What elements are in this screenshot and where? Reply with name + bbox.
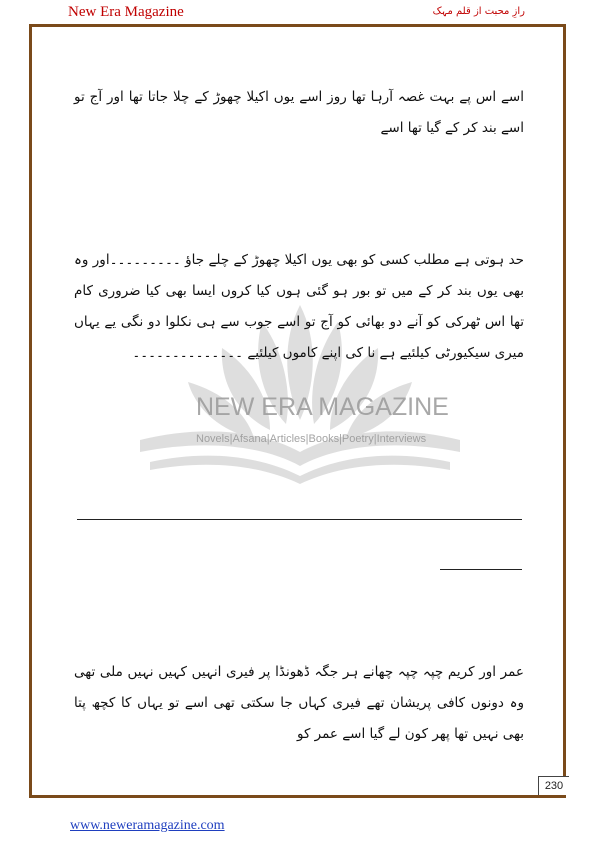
paragraph-2: حد ہوتی ہے مطلب کسی کو بھی یوں اکیلا چھوڑ کے چلے جاؤ ۔۔۔۔۔۔۔۔۔اور وہ بھی یوں بند کر کے میں تو بور ہو گئی ہوں کیا کروں ایسا بھی کیا ضروری کام تھا اس ٹھرکی کو آنے دو بھائی کو آج تو اسے جوب سے ہی نکلوا دو نگی یے یہاں میری سیکیورٹی کیلئیے ہے نا کی اپنے کاموں کیلئیے ۔۔۔۔۔۔۔۔۔۔۔۔۔۔ bbox=[74, 252, 524, 361]
section-divider-short bbox=[440, 569, 522, 570]
paragraph-3: عمر اور کریم چپہ چپہ چھانے ہر جگہ ڈھونڈا پر فیری انہیں کہیں نہیں ملی تھی وہ دونوں کافی پریشان تھے فیری کہاں جا سکتی تھی اسے تو یہاں کا کچھ پتا بھی نہیں تھا پھر کون لے گیا اسے عمر کو bbox=[74, 664, 524, 742]
watermark-tagline: Novels|Afsana|Articles|Books|Poetry|Interviews bbox=[196, 433, 427, 445]
story-credit: رازِ محبت از قلم مہک bbox=[432, 6, 525, 17]
watermark-name: NEW ERA MAGAZINE bbox=[196, 393, 449, 421]
paragraph-1: اسے اس پے بہت غصہ آرہا تھا روز اسے یوں اکیلا چھوڑ کے چلا جاتا تھا اور آج تو اسے بند کر کے گیا تھا اسے bbox=[74, 89, 524, 136]
page-number: 230 bbox=[538, 776, 569, 795]
section-divider bbox=[77, 519, 522, 520]
website-link[interactable]: www.neweramagazine.com bbox=[70, 818, 225, 833]
magazine-title: New Era Magazine bbox=[68, 4, 184, 20]
